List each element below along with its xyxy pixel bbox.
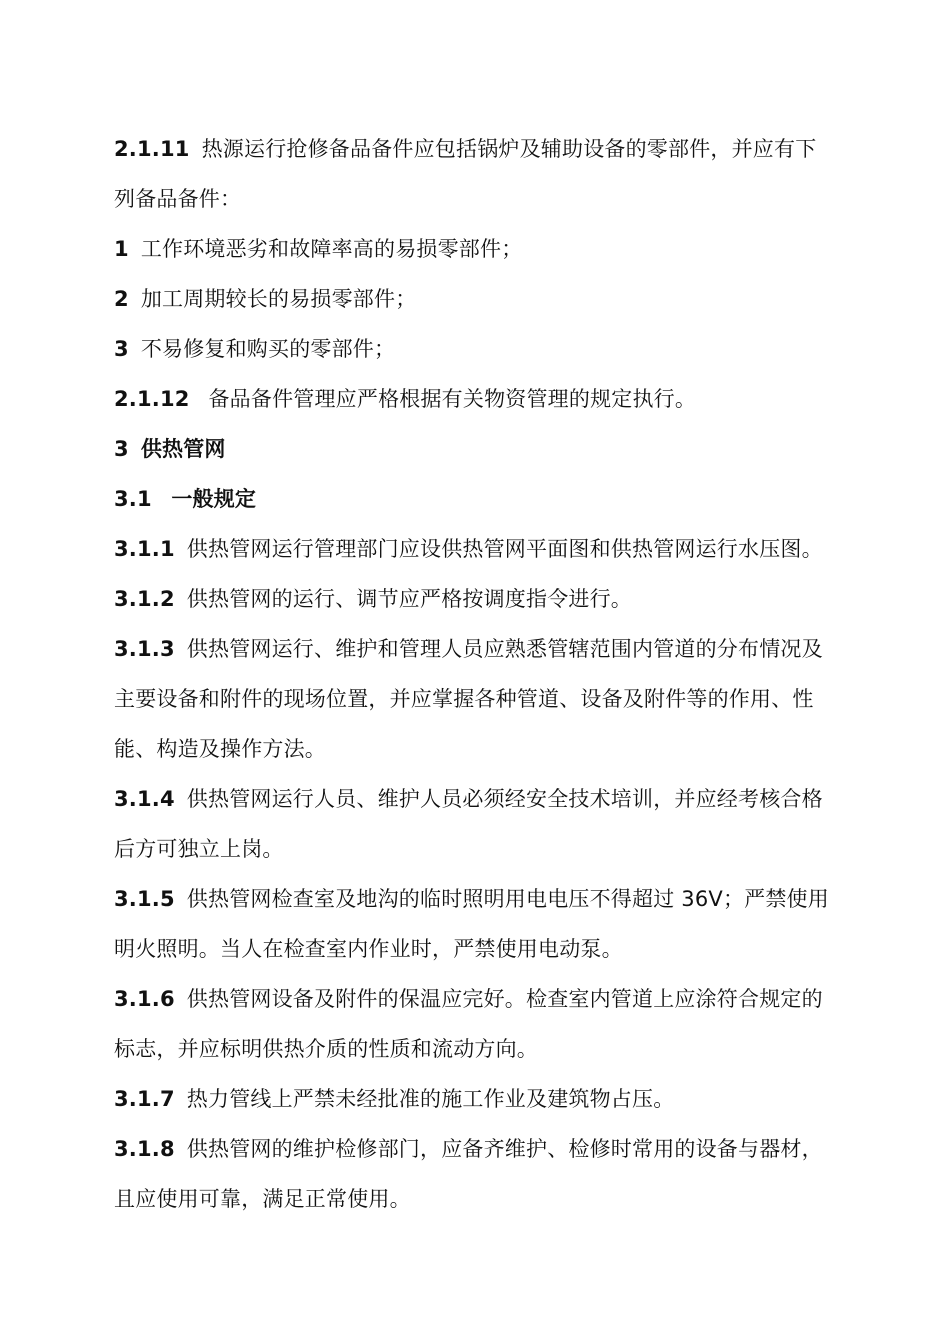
clause-text: 热源运行抢修备品备件应包括锅炉及辅助设备的零部件，并应有下 <box>201 137 817 161</box>
clause-text: 标志，并应标明供热介质的性质和流动方向。 <box>114 1037 538 1061</box>
clause-2-1-11-continued <box>114 184 854 214</box>
clause-number: 3.1.8 <box>114 1137 175 1161</box>
clause-2-1-11 <box>114 134 854 164</box>
section-number: 3.1 <box>114 487 152 511</box>
clause-3-1-3 <box>114 634 854 664</box>
clause-number: 3.1.3 <box>114 637 175 661</box>
clause-text: 且应使用可靠，满足正常使用。 <box>114 1187 411 1211</box>
section-title: 一般规定 <box>163 487 257 511</box>
clause-text: 供热管网检查室及地沟的临时照明用电电压不得超过 36V；严禁使用 <box>186 887 829 911</box>
clause-text: 供热管网的运行、调节应严格按调度指令进行。 <box>186 587 632 611</box>
clause-number: 3.1.6 <box>114 987 175 1011</box>
clause-3-1-3-continued <box>114 734 854 764</box>
clause-number: 2.1.12 <box>114 387 190 411</box>
clause-text: 热力管线上严禁未经批准的施工作业及建筑物占压。 <box>186 1087 675 1111</box>
clause-3-1-5-continued <box>114 934 854 964</box>
clause-number: 3.1.4 <box>114 787 175 811</box>
list-text: 不易修复和购买的零部件； <box>140 337 396 361</box>
clause-3-1-7 <box>114 1084 854 1114</box>
clause-text: 供热管网的维护检修部门，应备齐维护、检修时常用的设备与器材， <box>186 1137 823 1161</box>
clause-2-1-12 <box>114 384 854 414</box>
clause-text: 明火照明。当人在检查室内作业时，严禁使用电动泵。 <box>114 937 623 961</box>
section-title: 供热管网 <box>140 437 226 461</box>
clause-text: 列备品备件： <box>114 187 242 211</box>
clause-number: 3.1.2 <box>114 587 175 611</box>
clause-text: 备品备件管理应严格根据有关物资管理的规定执行。 <box>201 387 697 411</box>
clause-text: 供热管网运行管理部门应设供热管网平面图和供热管网运行水压图。 <box>186 537 823 561</box>
clause-3-1-4-continued <box>114 834 854 864</box>
list-item-2 <box>114 284 854 314</box>
clause-3-1-6 <box>114 984 854 1014</box>
list-item-1 <box>114 234 854 264</box>
section-heading-3 <box>114 434 854 464</box>
clause-3-1-4 <box>114 784 854 814</box>
section-heading-3-1 <box>114 484 854 514</box>
clause-text: 主要设备和附件的现场位置，并应掌握各种管道、设备及附件等的作用、性 <box>114 687 814 711</box>
list-number: 2 <box>114 287 129 311</box>
clause-3-1-3-continued <box>114 684 854 714</box>
list-number: 1 <box>114 237 129 261</box>
clause-text: 供热管网运行、维护和管理人员应熟悉管辖范围内管道的分布情况及 <box>186 637 823 661</box>
clause-text: 能、构造及操作方法。 <box>114 737 326 761</box>
clause-3-1-2 <box>114 584 854 614</box>
list-text: 工作环境恶劣和故障率高的易损零部件； <box>140 237 523 261</box>
list-text: 加工周期较长的易损零部件； <box>140 287 417 311</box>
list-item-3 <box>114 334 854 364</box>
clause-text: 供热管网运行人员、维护人员必须经安全技术培训，并应经考核合格 <box>186 787 823 811</box>
section-number: 3 <box>114 437 129 461</box>
clause-text: 供热管网设备及附件的保温应完好。检查室内管道上应涂符合规定的 <box>186 987 823 1011</box>
clause-number: 3.1.5 <box>114 887 175 911</box>
clause-3-1-8 <box>114 1134 854 1164</box>
clause-number: 2.1.11 <box>114 137 190 161</box>
clause-text: 后方可独立上岗。 <box>114 837 284 861</box>
clause-number: 3.1.7 <box>114 1087 175 1111</box>
list-number: 3 <box>114 337 129 361</box>
clause-3-1-6-continued <box>114 1034 854 1064</box>
clause-3-1-5 <box>114 884 854 914</box>
clause-3-1-8-continued <box>114 1184 854 1214</box>
clause-3-1-1 <box>114 534 854 564</box>
clause-number: 3.1.1 <box>114 537 175 561</box>
